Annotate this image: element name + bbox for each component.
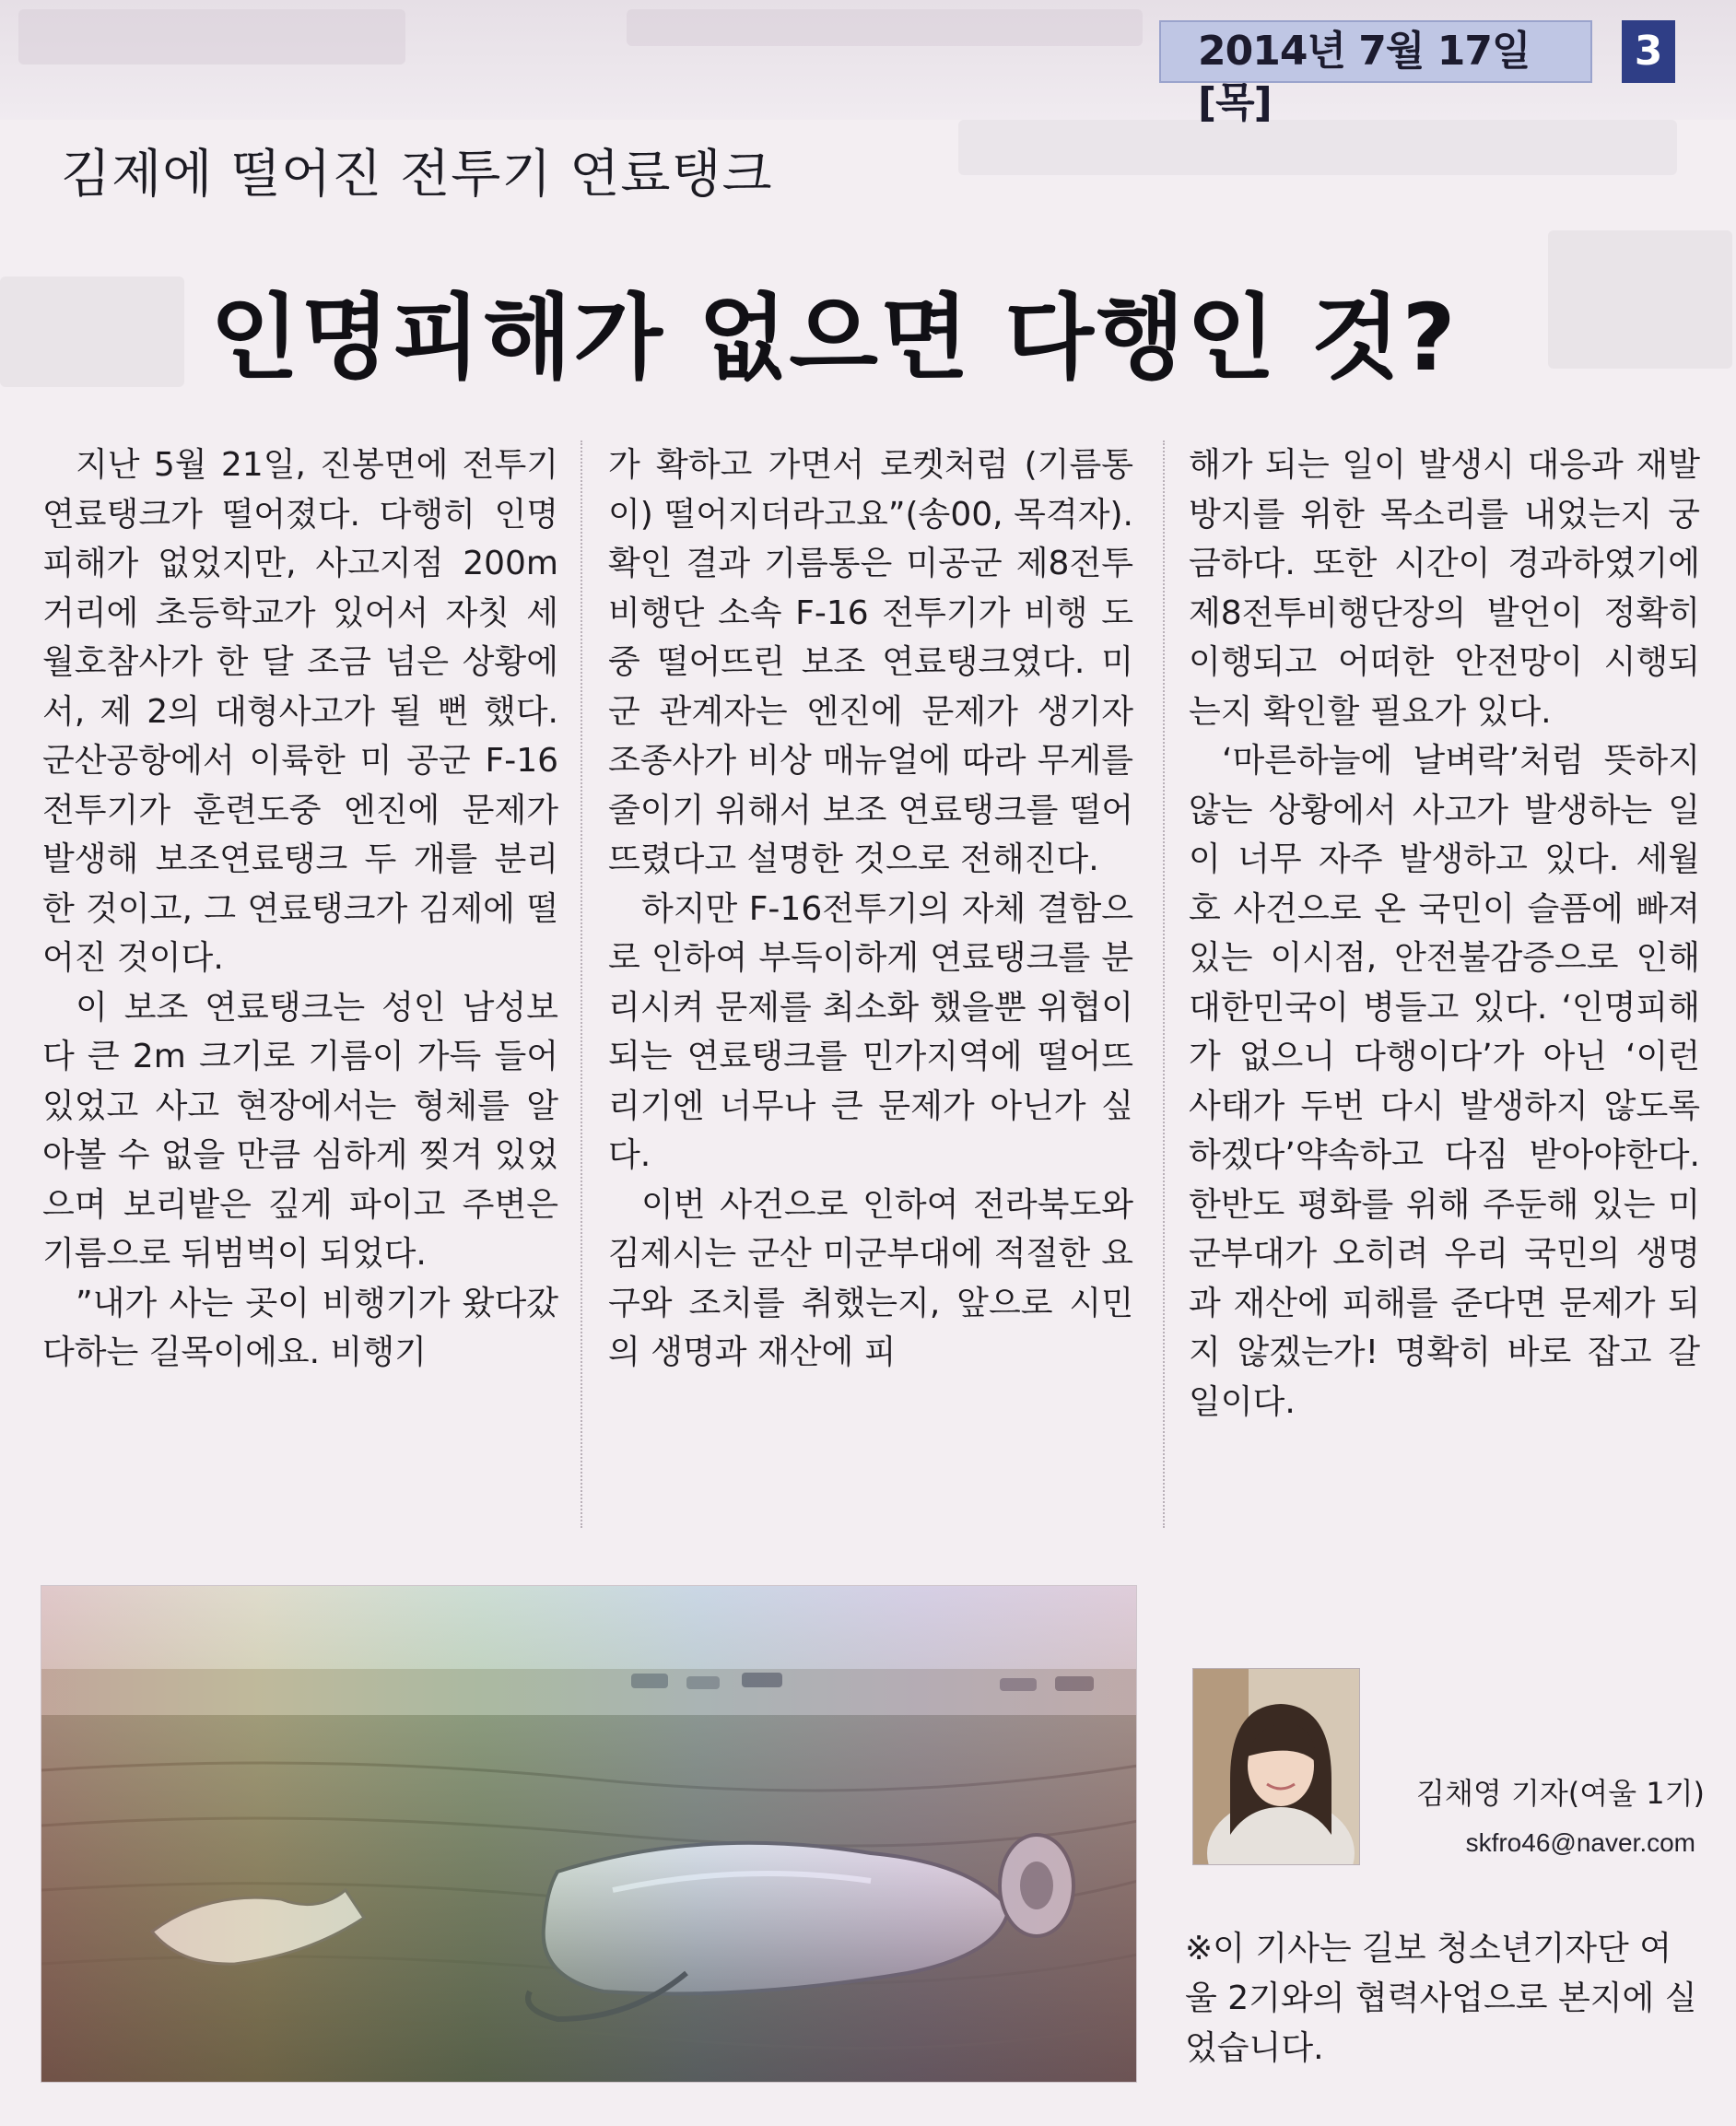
bleed-through-mark — [1548, 230, 1732, 369]
article-paragraph: 이번 사건으로 인하여 전라북도와 김제시는 군산 미군부대에 적절한 요구와 조치를 취했는지, 앞으로 시민의 생명과 재산에 피 — [608, 1185, 1133, 1371]
article-paragraph: 하지만 F-16전투기의 자체 결함으로 인하여 부득이하게 연료탱크를 분리시켜 문제를 최소화 했을뿐 위협이 되는 연료탱크를 민가지역에 떨어뜨리기엔 너무나 큰 문제가 아닌가 싶다. — [608, 889, 1133, 1174]
bleed-through-mark — [627, 9, 1143, 46]
article-paragraph: 해가 되는 일이 발생시 대응과 재발방지를 위한 목소리를 내었는지 궁금하다. 또한 시간이 경과하였기에 제8전투비행단장의 발언이 정확히 이행되고 어떠한 안전망이 시행되는지 확인할 필요가 있다. — [1189, 446, 1700, 731]
article-paragraph: ‘마른하늘에 날벼락’처럼 뜻하지 않는 상황에서 사고가 발생하는 일이 너무 자주 발생하고 있다. 세월호 사건으로 온 국민이 슬픔에 빠져있는 이시점, 안전불감증으로 인해 대한민국이 병들고 있다. ‘인명피해가 없으니 다행이다’가 아닌 ‘이런 사태가 두번 다시 발생하지 않도록 하겠다’약속하고 다짐 받아야한다. 한반도 평화를 위해 주둔해 있는 미군부대가 오히려 우리 국민의 생명과 재산에 피해를 준다면 문제가 되지 않겠는가! 명확히 바로 잡고 갈 일이다. — [1189, 742, 1700, 1421]
article-paragraph: 가 확하고 가면서 로켓처럼 (기름통이) 떨어지더라고요”(송00, 목격자). 확인 결과 기름통은 미공군 제8전투비행단 소속 F-16 전투기가 비행 도중 떨어뜨린 보조 연료탱크였다. 미군 관계자는 엔진에 문제가 생기자 조종사가 비상 매뉴얼에 따라 무게를 줄이기 위해서 보조 연료탱크를 떨어뜨렸다고 설명한 것으로 전해진다. — [608, 446, 1133, 878]
article-subheadline: 김제에 떨어진 전투기 연료탱크 — [61, 145, 773, 205]
bleed-through-mark — [0, 276, 184, 387]
article-paragraph: 지난 5월 21일, 진봉면에 전투기 연료탱크가 떨어졌다. 다행히 인명피해가 없었지만, 사고지점 200m거리에 초등학교가 있어서 자칫 세월호참사가 한 달 조금 넘은 상황에서, 제 2의 대형사고가 될 뻔 했다. 군산공항에서 이륙한 미 공군 F-16전투기가 훈련도중 엔진에 문제가 발생해 보조연료탱크 두 개를 분리한 것이고, 그 연료탱크가 김제에 떨어진 것이다. — [42, 446, 558, 977]
page-number: 3 — [1622, 20, 1675, 83]
reporter-email: skfro46@naver.com — [1465, 1828, 1695, 1857]
article-column-3 — [1189, 440, 1700, 1602]
partnership-notice: ※이 기사는 길보 청소년기자단 여울 2기와의 협력사업으로 본지에 실었습니다. — [1185, 1930, 1697, 2067]
article-paragraph: ”내가 사는 곳이 비행기가 왔다갔다하는 길목이에요. 비행기 — [42, 1284, 558, 1371]
article-headline: 인명피해가 없으면 다행인 것? — [210, 284, 1458, 392]
issue-date: 2014년 7월 17일[목] — [1198, 28, 1531, 126]
article-paragraph: 이 보조 연료탱크는 성인 남성보다 큰 2m 크기로 기름이 가득 들어 있었고 사고 현장에서는 형체를 알아볼 수 없을 만큼 심하게 찢겨 있었으며 보리밭은 깊게 파이고 주변은 기름으로 뒤범벅이 되었다. — [42, 988, 558, 1273]
reporter-name: 김채영 기자(여울 1기) — [1416, 1776, 1705, 1811]
scan-color-streak — [41, 1586, 1137, 2083]
crash-site-photo — [41, 1585, 1137, 2083]
article-column-2 — [608, 440, 1133, 1602]
column-divider — [581, 440, 583, 1528]
bleed-through-mark — [18, 9, 405, 65]
reporter-portrait — [1192, 1668, 1360, 1865]
crash-site-illustration — [41, 1586, 1137, 2083]
reporter-portrait-image — [1193, 1669, 1359, 1864]
article-column-1 — [42, 440, 558, 1602]
column-divider — [1163, 440, 1166, 1528]
